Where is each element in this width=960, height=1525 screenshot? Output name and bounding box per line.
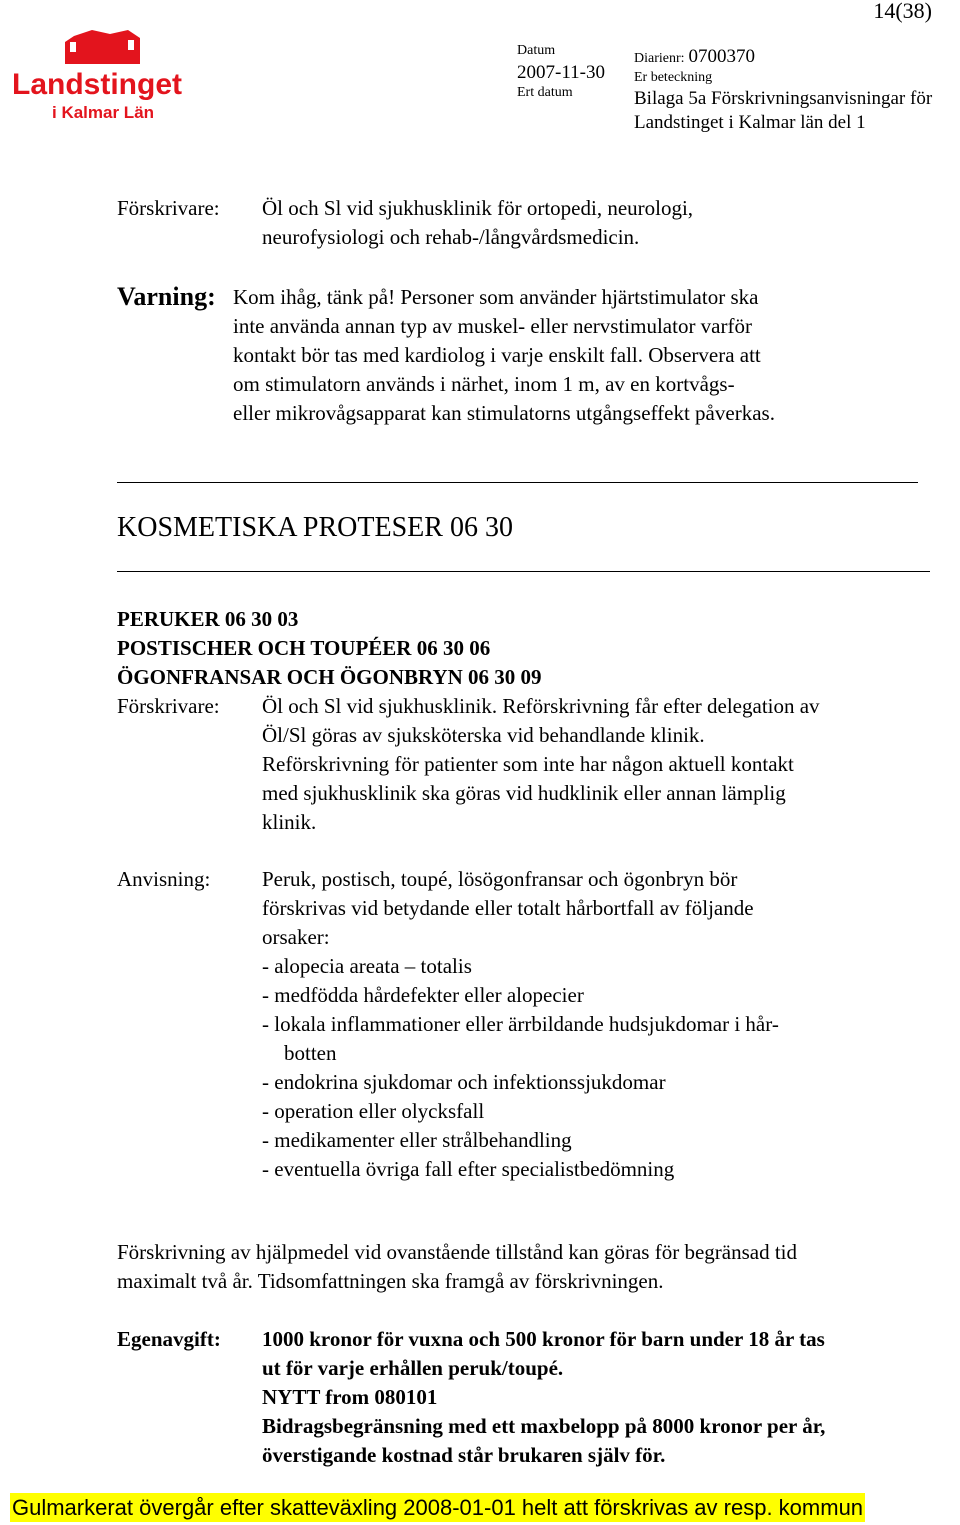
forskrivning-note-line: Förskrivning av hjälpmedel vid ovanstående tillstånd kan göras för begränsad tid (117, 1240, 798, 1264)
anvisning-list-item: - medfödda hårdefekter eller alopecier (262, 983, 584, 1007)
landstinget-logo (10, 28, 190, 126)
anvisning-list-item: - medikamenter eller strålbehandling (262, 1128, 572, 1152)
warning-text (233, 283, 923, 428)
forskrivare2-line: klinik. (262, 810, 317, 834)
logo-graphic (10, 28, 190, 126)
egenavgift-line: överstigande kostnad står brukaren själv för. (262, 1443, 666, 1467)
anvisning-list-item: - eventuella övriga fall efter specialistbedömning (262, 1157, 675, 1181)
forskrivare-label: Förskrivare: (117, 196, 220, 220)
anvisning-intro-line: Peruk, postisch, toupé, lösögonfransar och ögonbryn bör (262, 867, 738, 891)
diarienr-value: 0700370 (688, 46, 756, 67)
anvisning-list-item: - operation eller olycksfall (262, 1099, 485, 1123)
diarienr-label: Diarienr: (634, 51, 685, 66)
anvisning-list-item: - endokrina sjukdomar och infektionssjukdomar (262, 1070, 666, 1094)
forskrivare-line: neurofysiologi och rehab-/långvårdsmedicin. (262, 225, 640, 249)
forskrivare2-line: Öl och Sl vid sjukhusklinik. Reförskrivning får efter delegation av (262, 694, 820, 718)
logo-window (70, 42, 76, 52)
horizontal-rule (117, 571, 930, 572)
forskrivning-note-line: maximalt två år. Tidsomfattningen ska framgå av förskrivningen. (117, 1269, 664, 1293)
warning-line: kontakt bör tas med kardiolog i varje enskilt fall. Observera att (233, 343, 761, 367)
horizontal-rule (117, 482, 918, 483)
ert-datum-label: Ert datum (517, 85, 573, 100)
diarienr (634, 46, 755, 68)
forskrivare2-line: Reförskrivning för patienter som inte har någon aktuell kontakt (262, 752, 794, 776)
forskrivare2-label: Förskrivare: (117, 694, 220, 718)
document-title-line2: Landstinget i Kalmar län del 1 (634, 112, 866, 133)
warning-line: inte använda annan typ av muskel- eller nervstimulator varför (233, 314, 752, 338)
egenavgift-line: ut för varje erhållen peruk/toupé. (262, 1356, 564, 1380)
warning-line: Kom ihåg, tänk på! Personer som använder hjärtstimulator ska (233, 285, 759, 309)
anvisning-label: Anvisning: (117, 867, 211, 891)
forskrivning-note (117, 1238, 947, 1296)
section-title: KOSMETISKA PROTESER 06 30 (117, 512, 513, 543)
logo-text-line1: Landstinget (12, 68, 182, 101)
anvisning-list-item-continuation: botten (284, 1041, 337, 1065)
egenavgift-label: Egenavgift: (117, 1327, 221, 1351)
forskrivare2-text (262, 692, 942, 837)
anvisning-text (262, 865, 942, 1184)
egenavgift-line: NYTT from 080101 (262, 1385, 438, 1409)
forskrivare2-line: med sjukhusklinik ska göras vid hudklinik eller annan lämplig (262, 781, 786, 805)
forskrivare2-line: Öl/Sl göras av sjuksköterska vid behandlande klinik. (262, 723, 705, 747)
warning-label: Varning: (117, 282, 216, 311)
forskrivare-text (262, 194, 942, 252)
page-number: 14(38) (873, 0, 932, 23)
footer-highlight-note: Gulmarkerat övergår efter skatteväxling 2008-01-01 helt att förskrivas av resp. kommun (12, 1495, 864, 1520)
subheading-ogonfransar: ÖGONFRANSAR OCH ÖGONBRYN 06 30 09 (117, 665, 542, 689)
anvisning-list-item: - lokala inflammationer eller ärrbildande hudsjukdomar i hår- (262, 1012, 779, 1036)
egenavgift-text (262, 1325, 942, 1470)
anvisning-intro-line: orsaker: (262, 925, 330, 949)
datum-label: Datum (517, 43, 556, 58)
warning-line: om stimulatorn används i närhet, inom 1 m, av en kortvågs- (233, 372, 735, 396)
logo-window (128, 40, 134, 50)
egenavgift-line: 1000 kronor för vuxna och 500 kronor för barn under 18 år tas (262, 1327, 825, 1351)
subheading-postischer: POSTISCHER OCH TOUPÉER 06 30 06 (117, 636, 491, 660)
forskrivare-line: Öl och Sl vid sjukhusklinik för ortopedi, neurologi, (262, 196, 694, 220)
anvisning-list-item: - alopecia areata – totalis (262, 954, 472, 978)
logo-text-line2: i Kalmar Län (52, 103, 155, 122)
anvisning-intro-line: förskrivas vid betydande eller totalt hårbortfall av följande (262, 896, 754, 920)
egenavgift-line: Bidragsbegränsning med ett maxbelopp på 8000 kronor per år, (262, 1414, 826, 1438)
document-title-line1: Bilaga 5a Förskrivningsanvisningar för (634, 88, 933, 109)
er-beteckning-label: Er beteckning (634, 70, 713, 85)
subheading-peruker: PERUKER 06 30 03 (117, 607, 299, 631)
datum-value: 2007-11-30 (517, 62, 605, 83)
warning-line: eller mikrovågsapparat kan stimulatorns utgångseffekt påverkas. (233, 401, 775, 425)
